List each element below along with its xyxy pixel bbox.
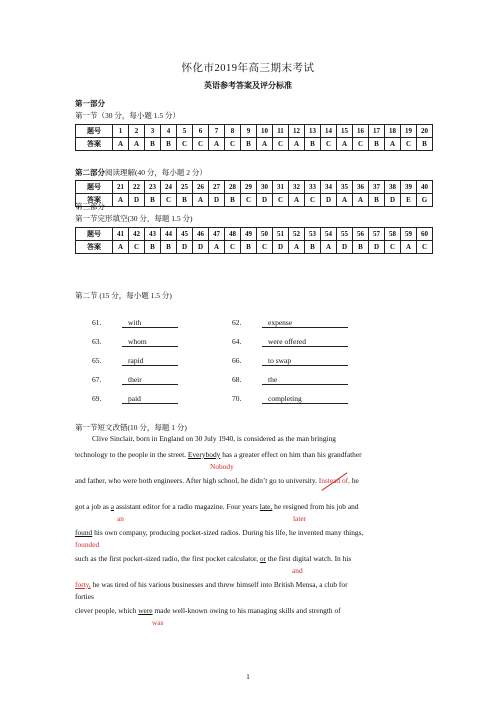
answer-cell: C (241, 194, 257, 207)
answer-cell: E (401, 194, 417, 207)
page-subtitle: 英语参考答案及评分标准 (204, 81, 292, 90)
fill-item (232, 356, 348, 366)
answer-cell: C (273, 138, 289, 151)
section1-label: 第一节（30 分，每小题 1.5 分） (75, 111, 180, 120)
question-number-cell: 12 (289, 125, 305, 138)
answer-cell: A (401, 241, 417, 254)
passage-line-8: clever people, which were made well-known owing to his managing skills and strength of (75, 606, 341, 615)
question-number-cell: 13 (305, 125, 321, 138)
ans-label: 答案 (76, 241, 113, 254)
answer-cell: B (145, 138, 161, 151)
fill-item (232, 337, 348, 347)
answer-cell: B (145, 194, 161, 207)
question-number-cell: 30 (257, 181, 273, 194)
table-row-numbers (76, 228, 433, 241)
question-number-cell: 50 (257, 228, 273, 241)
answer-cell: C (225, 138, 241, 151)
answer-cell: A (193, 194, 209, 207)
correction-an: an (117, 514, 124, 523)
ans-label: 答案 (76, 194, 113, 207)
question-number-cell: 45 (177, 228, 193, 241)
row-label: 题号 (76, 228, 113, 241)
question-number-cell: 4 (161, 125, 177, 138)
question-number-cell: 33 (305, 181, 321, 194)
answer-cell: C (273, 194, 289, 207)
question-number-cell: 25 (177, 181, 193, 194)
answer-cell: C (385, 241, 401, 254)
answer-cell: C (161, 194, 177, 207)
question-number-cell: 1 (113, 125, 129, 138)
part4-section-label: 第一节短文改错(10 分，每题 1 分) (75, 423, 187, 432)
question-number-cell: 35 (337, 181, 353, 194)
part3-section1-label: 第一节完形填空(30 分，每题 1.5 分) (75, 214, 193, 223)
question-number-cell: 8 (225, 125, 241, 138)
section2-label (75, 167, 207, 178)
question-number-cell: 49 (241, 228, 257, 241)
answer-cell: C (177, 138, 193, 151)
correction-later: later (293, 514, 307, 523)
answer-cell: B (241, 138, 257, 151)
answer-table-3 (75, 227, 433, 254)
question-number-cell: 24 (161, 181, 177, 194)
question-number-cell: 9 (241, 125, 257, 138)
answer-cell: C (305, 194, 321, 207)
table-row-answers (76, 194, 433, 207)
answer-cell: C (225, 241, 241, 254)
fill-item (92, 318, 178, 328)
answer-cell: C (129, 241, 145, 254)
question-number-cell: 15 (337, 125, 353, 138)
question-number-cell: 36 (353, 181, 369, 194)
fill-item (232, 375, 348, 385)
fill-number: 62. (232, 318, 242, 327)
correction-and: and (292, 566, 303, 575)
fill-item (232, 318, 348, 328)
question-number-cell: 2 (129, 125, 145, 138)
answer-cell: D (193, 241, 209, 254)
fill-answer: the (262, 375, 348, 385)
fill-answer: expense (262, 318, 348, 328)
passage-line-1: Clive Sinclair, born in England on 30 July 1940, is considered as the man bringing (92, 434, 336, 443)
fill-number: 70. (232, 394, 242, 403)
question-number-cell: 11 (273, 125, 289, 138)
part3-section2-label: 第二节 (15 分，每小题 1.5 分) (75, 291, 172, 300)
question-number-cell: 44 (161, 228, 177, 241)
part1-heading: 第一部分 (75, 99, 105, 108)
answer-cell: D (337, 241, 353, 254)
question-number-cell: 18 (385, 125, 401, 138)
fill-item (92, 375, 178, 385)
question-number-cell: 39 (401, 181, 417, 194)
question-number-cell: 31 (273, 181, 289, 194)
fill-answer: to swap (262, 356, 348, 366)
passage-line-4: got a job as a assistant editor for a radio magazine. Four years late, he resigned from his job and (75, 502, 359, 511)
answer-cell: A (385, 138, 401, 151)
fill-item (92, 337, 178, 347)
fill-answer: their (122, 375, 178, 385)
question-number-cell: 32 (289, 181, 305, 194)
row-label: 题号 (76, 125, 113, 138)
answer-cell: D (209, 194, 225, 207)
answer-cell: D (385, 194, 401, 207)
answer-cell: C (257, 241, 273, 254)
passage-line-2: technology to the people in the street. Everybody has a greater effect on him than his grandfather (75, 450, 362, 459)
question-number-cell: 38 (385, 181, 401, 194)
answer-cell: A (337, 194, 353, 207)
passage-line-5: found his own company, producing pocket-sized radios. During his life, he invented many things, (75, 528, 364, 537)
answer-cell: C (353, 138, 369, 151)
question-number-cell: 57 (369, 228, 385, 241)
section2-label-rest: 阅读理解(40 分，每小题 2 分） (105, 168, 207, 177)
answer-cell: A (113, 194, 129, 207)
answer-cell: A (129, 138, 145, 151)
answer-cell: A (209, 241, 225, 254)
fill-answer: rapid (122, 356, 178, 366)
answer-table-2 (75, 180, 433, 207)
answer-cell: A (257, 138, 273, 151)
passage-line-7: forty, he was tired of his various businesses and threw himself into British Mensa, a club for (75, 580, 348, 589)
question-number-cell: 26 (193, 181, 209, 194)
answer-cell: B (369, 138, 385, 151)
answer-cell: A (289, 194, 305, 207)
correction-founded: founded (75, 540, 100, 549)
question-number-cell: 7 (209, 125, 225, 138)
question-number-cell: 56 (353, 228, 369, 241)
table-row-answers (76, 138, 433, 151)
fill-number: 61. (92, 318, 102, 327)
question-number-cell: 14 (321, 125, 337, 138)
fill-answer: were offered (262, 337, 348, 347)
answer-cell: D (177, 241, 193, 254)
question-number-cell: 29 (241, 181, 257, 194)
question-number-cell: 34 (321, 181, 337, 194)
question-number-cell: 52 (289, 228, 305, 241)
fill-number: 66. (232, 356, 242, 365)
correction-was: was (152, 618, 164, 627)
question-number-cell: 6 (193, 125, 209, 138)
answer-cell: B (177, 194, 193, 207)
question-number-cell: 27 (209, 181, 225, 194)
fill-item (92, 394, 178, 404)
fill-number: 67. (92, 375, 102, 384)
answer-cell: A (353, 194, 369, 207)
question-number-cell: 51 (273, 228, 289, 241)
answer-cell: A (289, 138, 305, 151)
ans-label: 答案 (76, 138, 113, 151)
correction-nobody: Nobody (210, 462, 234, 471)
answer-cell: D (129, 194, 145, 207)
correction-forties: forties (75, 592, 94, 601)
question-number-cell: 60 (417, 228, 433, 241)
section2-label-bold: 第二部分 (75, 168, 105, 177)
fill-item (92, 356, 178, 366)
answer-cell: B (225, 194, 241, 207)
fill-answer: paid (122, 394, 178, 404)
question-number-cell: 55 (337, 228, 353, 241)
answer-cell: A (209, 138, 225, 151)
question-number-cell: 59 (401, 228, 417, 241)
answer-cell: A (321, 241, 337, 254)
question-number-cell: 47 (209, 228, 225, 241)
answer-cell: B (369, 194, 385, 207)
table-row-numbers (76, 181, 433, 194)
fill-number: 69. (92, 394, 102, 403)
answer-cell: C (193, 138, 209, 151)
answer-cell: A (113, 241, 129, 254)
question-number-cell: 54 (321, 228, 337, 241)
fill-number: 63. (92, 337, 102, 346)
fill-number: 65. (92, 356, 102, 365)
answer-cell: G (417, 194, 433, 207)
question-number-cell: 10 (257, 125, 273, 138)
question-number-cell: 48 (225, 228, 241, 241)
question-number-cell: 17 (369, 125, 385, 138)
answer-cell: C (401, 138, 417, 151)
answer-cell: A (289, 241, 305, 254)
answer-cell: D (257, 194, 273, 207)
passage-line-6: such as the first pocket-sized radio, the first pocket calculator, or the first digital watch. In his (75, 554, 352, 563)
answer-cell: B (305, 241, 321, 254)
question-number-cell: 22 (129, 181, 145, 194)
table-row-answers (76, 241, 433, 254)
answer-cell: A (337, 138, 353, 151)
passage-line-3: and father, who were both engineers. After high school, he didn’t go to university. Instead of, he (75, 476, 359, 485)
answer-cell: A (113, 138, 129, 151)
question-number-cell: 40 (417, 181, 433, 194)
question-number-cell: 37 (369, 181, 385, 194)
fill-answer: whom (122, 337, 178, 347)
fill-item (232, 394, 348, 404)
question-number-cell: 16 (353, 125, 369, 138)
question-number-cell: 41 (113, 228, 129, 241)
answer-cell: B (353, 241, 369, 254)
answer-cell: D (321, 194, 337, 207)
answer-cell: D (369, 241, 385, 254)
question-number-cell: 28 (225, 181, 241, 194)
question-number-cell: 42 (129, 228, 145, 241)
answer-cell: B (241, 241, 257, 254)
table-row-numbers (76, 125, 433, 138)
page-title: 怀化市2019年高三期末考试 (181, 63, 315, 74)
question-number-cell: 21 (113, 181, 129, 194)
fill-number: 68. (232, 375, 242, 384)
answer-cell: C (321, 138, 337, 151)
fill-answer: completing (262, 394, 348, 404)
answer-cell: B (161, 138, 177, 151)
fill-number: 64. (232, 337, 242, 346)
question-number-cell: 20 (417, 125, 433, 138)
answer-cell: B (417, 138, 433, 151)
fill-answer: with (122, 318, 178, 328)
question-number-cell: 46 (193, 228, 209, 241)
question-number-cell: 19 (401, 125, 417, 138)
question-number-cell: 58 (385, 228, 401, 241)
question-number-cell: 53 (305, 228, 321, 241)
question-number-cell: 43 (145, 228, 161, 241)
page-number: 1 (246, 672, 250, 681)
row-label: 题号 (76, 181, 113, 194)
answer-cell: B (305, 138, 321, 151)
answer-cell: B (161, 241, 177, 254)
question-number-cell: 5 (177, 125, 193, 138)
answer-cell: C (417, 241, 433, 254)
answer-cell: B (145, 241, 161, 254)
part3-heading: 第三部分 (75, 202, 105, 211)
answer-table-1 (75, 124, 433, 151)
question-number-cell: 3 (145, 125, 161, 138)
question-number-cell: 23 (145, 181, 161, 194)
answer-cell: D (273, 241, 289, 254)
